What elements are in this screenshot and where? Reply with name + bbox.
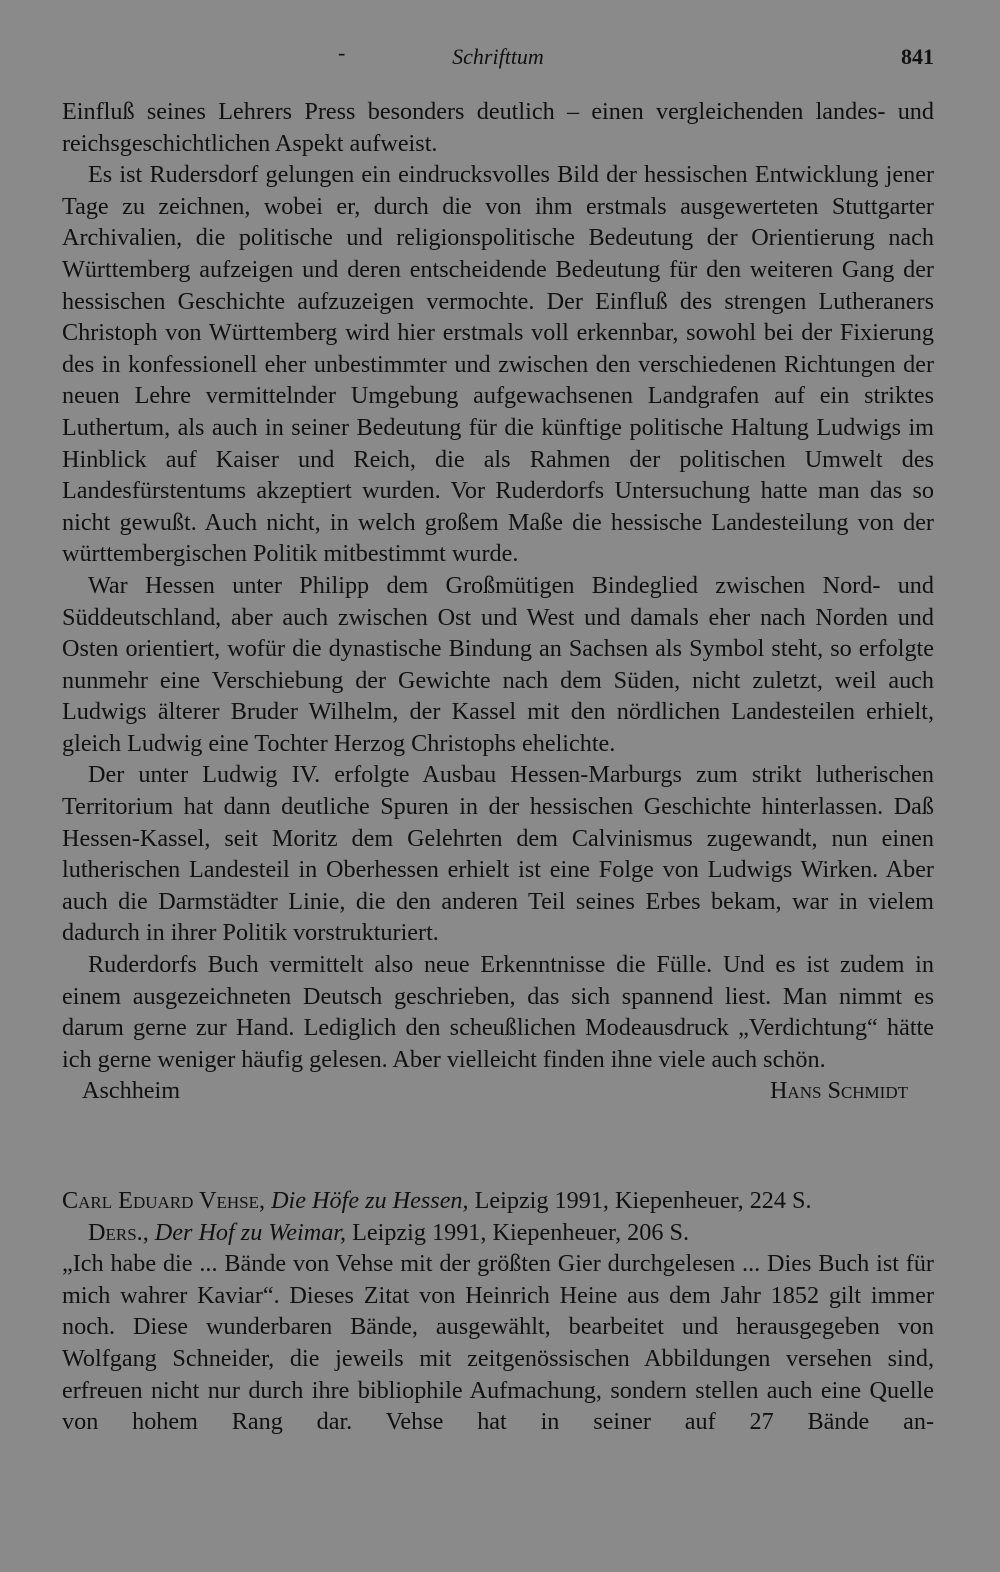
signature-place: Aschheim [82,1077,181,1105]
section-gap [62,1107,934,1185]
review-1-paragraph-1: Einfluß seines Lehrers Press besonders deutlich – einen vergleichenden landes- und reichsgeschichtlichen Aspekt aufweist. [62,98,934,157]
review-1-body [62,96,934,1075]
review-2-paragraph-1: „Ich habe die ... Bände von Vehse mit der größten Gier durchgelesen ... Dies Buch ist für mich wahrer Kaviar“. Dieses Zitat von Heinrich Heine aus dem Jahr 1852 gilt immer noch. Diese wunderbaren Bände, ausgewählt, bearbeitet und herausgegeben von Wolfgang Schneider, die jeweils mit zeitgenössischen Abbildungen versehen sind, erfreuen nicht nur durch ihre bibliophile Aufmachung, sondern stellen auch eine Quelle von hohem Rang dar. Vehse hat in seiner auf 27 Bände an- [62,1250,934,1436]
review-2-citation [62,1185,934,1248]
review-1-signature [62,1075,934,1107]
page-number: 841 [901,44,934,69]
review-1-paragraph-3: War Hessen unter Philipp dem Großmütigen Bindeglied zwischen Nord- und Süddeutschland, aber auch zwischen Ost und West und damals eher nach Norden und Osten orientiert, wofür die dynastische Bindung an Sachsen als Symbol steht, so erfolgte nunmehr eine Verschiebung der Gewichte nach dem Süden, nicht zuletzt, weil auch Ludwigs älterer Bruder Wilhelm, der Kassel mit den nördlichen Landesteilen erhielt, gleich Ludwig eine Tochter Herzog Christophs ehelichte. [62,571,934,757]
signature-author: Hans Schmidt [769,1077,908,1105]
citation-2-author: Ders., [88,1218,149,1246]
review-1-paragraph-5: Ruderdorfs Buch vermittelt also neue Erkenntnisse die Fülle. Und es ist zudem in einem ausgezeichneten Deutsch geschrieben, das sich spannend liest. Man nimmt es darum gerne zur Hand. Lediglich den scheußlichen Modeausdruck „Verdichtung“ hätte ich gerne weniger häufig gelesen. Aber vielleicht finden ihne viele auch schön. [62,951,934,1073]
citation-2-publication: Leipzig 1991, Kiepenheuer, 206 S. [352,1218,690,1246]
citation-1-publication: Leipzig 1991, Kiepenheuer, 224 S. [474,1187,812,1214]
citation-line-1 [62,1185,934,1217]
citation-line-2 [62,1217,934,1249]
citation-1-author: Carl Eduard Vehse, [62,1187,266,1214]
review-2-body [62,1248,934,1438]
running-title: Schrifttum [452,44,544,69]
header-mark: - [338,40,346,65]
review-1-paragraph-2: Es ist Rudersdorf gelungen ein eindrucksvolles Bild der hessischen Entwicklung jener Tage zu zeichnen, wobei er, durch die von ihm erstmals ausgewerteten Stuttgarter Archivalien, die politische und religionspolitische Bedeutung der Orientierung nach Württemberg aufzeigen und deren entscheidende Bedeutung für den weiteren Gang der hessischen Geschichte aufzuzeigen vermochte. Der Einfluß des strengen Lutheraners Christoph von Württemberg wird hier erstmals voll erkennbar, sowohl bei der Fixierung des in konfessionell eher unbestimmter und zwischen den verschiedenen Richtungen der neuen Lehre vermittelnder Umgebung aufgewachsenen Landgrafen auf ein striktes Luthertum, als auch in seiner Bedeutung für die künftige politische Haltung Ludwigs im Hinblick auf Kaiser und Reich, die als Rahmen der politischen Umwelt des Landesfürstentums akzeptiert wurden. Vor Ruderdorfs Untersuchung hatte man das so nicht gewußt. Auch nicht, in welch großem Maße die hessische Landesteilung von der württembergischen Politik mitbestimmt wurde. [62,161,934,568]
citation-2-title: Der Hof zu Weimar, [154,1218,347,1246]
running-header [62,40,934,74]
citation-1-title: Die Höfe zu Hessen, [271,1187,469,1214]
review-1-paragraph-4: Der unter Ludwig IV. erfolgte Ausbau Hessen-Marburgs zum strikt lutherischen Territorium hat dann deutliche Spuren in der hessischen Geschichte hinterlassen. Daß Hessen-Kassel, seit Moritz dem Gelehrten dem Calvinismus zugewandt, nun einen lutherischen Landesteil in Oberhessen erhielt ist eine Folge von Ludwigs Wirken. Aber auch die Darmstädter Linie, die den anderen Teil seines Erbes bekam, war in vielem dadurch in ihrer Politik vorstrukturiert. [62,761,934,947]
